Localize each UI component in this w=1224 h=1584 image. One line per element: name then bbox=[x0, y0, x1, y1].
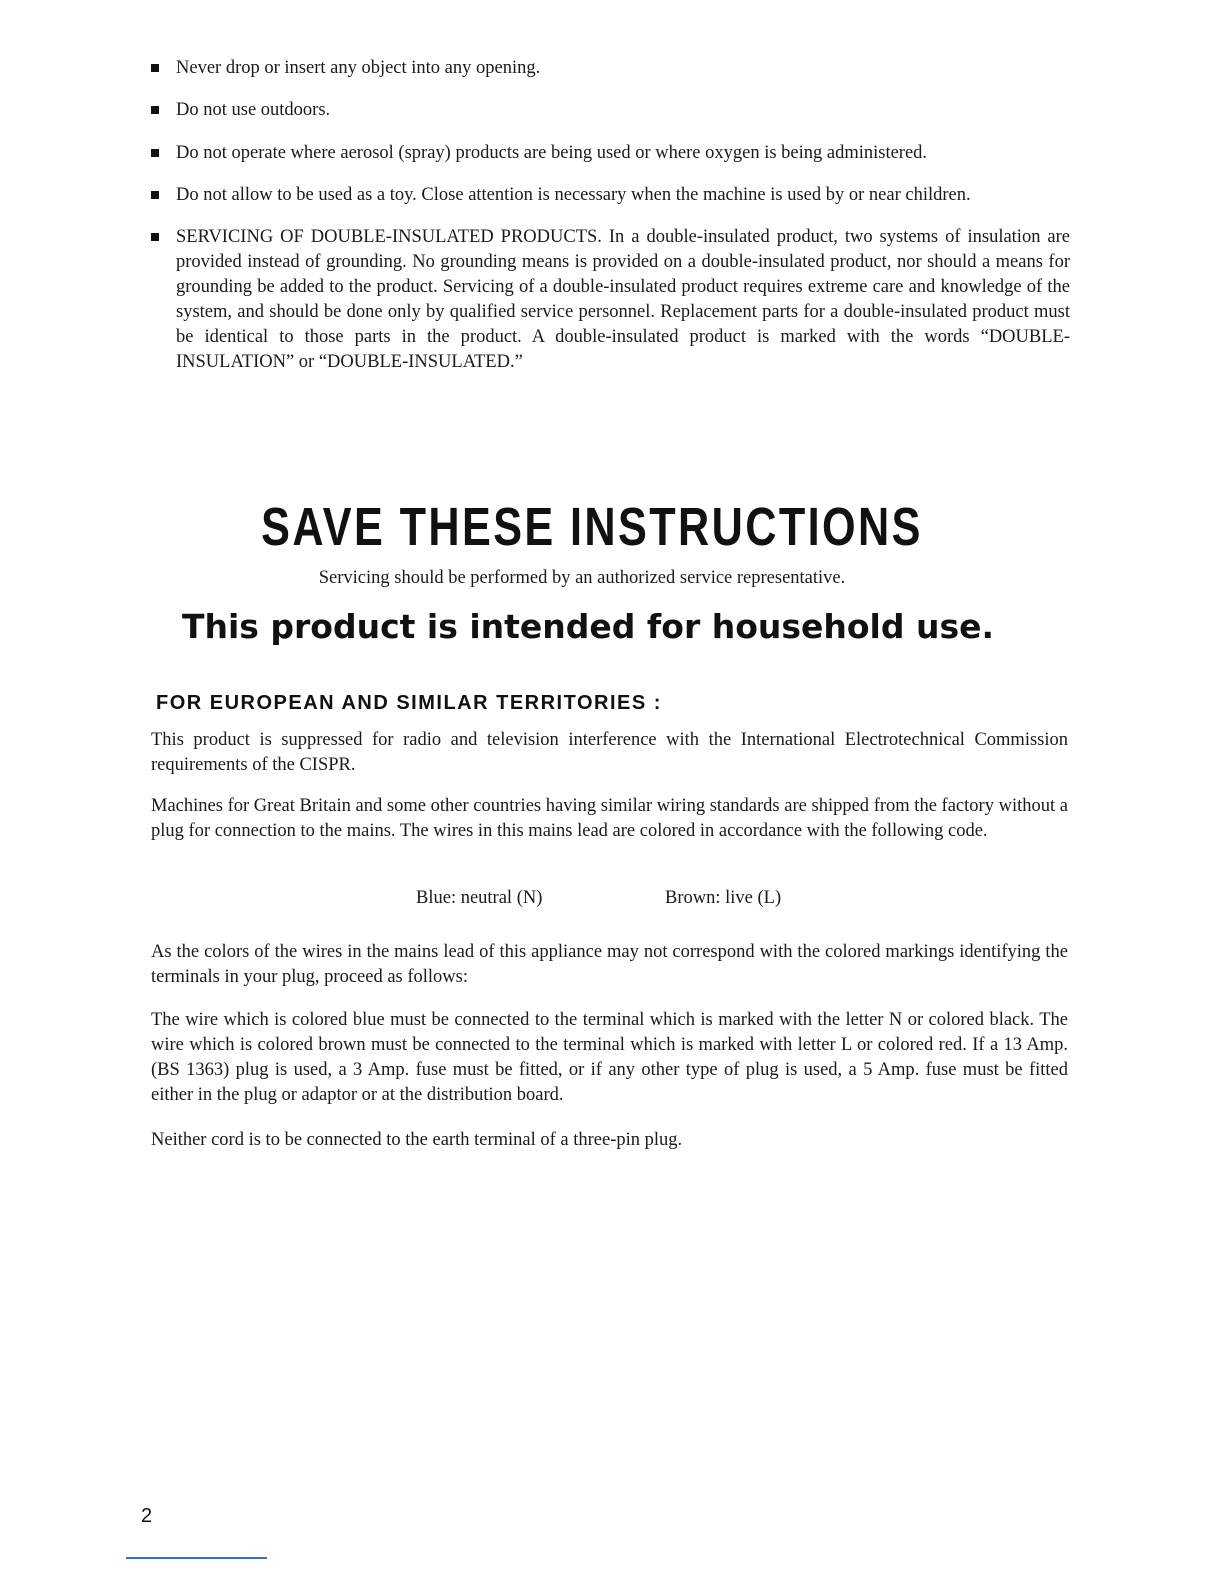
household-use-note: This product is intended for household use. bbox=[181, 607, 995, 646]
safety-bullet bbox=[150, 183, 1070, 208]
square-bullet-icon bbox=[151, 64, 159, 72]
wire-code-blue: Blue: neutral (N) bbox=[416, 888, 543, 908]
safety-bullet bbox=[150, 56, 1070, 81]
safety-bullet-text: SERVICING OF DOUBLE-INSULATED PRODUCTS. In a double-insulated product, two systems of insulation are provided instead of grounding. No grounding means is provided on a double-insulated product, nor should a means for grounding be added to the product. Servicing of a double-insulated product requires extreme care and knowledge of the system, and should be done only by qualified service personnel. Replacement parts for a double-insulated product must be identical to those parts in the product. A double-insulated product is marked with the words “DOUBLE-INSULATION” or “DOUBLE-INSULATED.” bbox=[176, 227, 1070, 372]
safety-bullet-text: Do not operate where aerosol (spray) products are being used or where oxygen is being administered. bbox=[176, 143, 928, 163]
wiring-standards-paragraph: Machines for Great Britain and some other countries having similar wiring standards are shipped from the factory without a plug for connection to the mains. The wires in this mains lead are colored in accordance with the following code. bbox=[151, 796, 1068, 841]
square-bullet-icon bbox=[151, 106, 159, 114]
safety-bullet bbox=[150, 98, 1070, 123]
safety-bullet-text: Do not allow to be used as a toy. Close attention is necessary when the machine is used by or near children. bbox=[176, 185, 971, 205]
square-bullet-icon bbox=[151, 149, 159, 157]
servicing-note: Servicing should be performed by an authorized service representative. bbox=[318, 568, 846, 588]
square-bullet-icon bbox=[151, 233, 159, 241]
earth-terminal-paragraph: Neither cord is to be connected to the earth terminal of a three-pin plug. bbox=[151, 1130, 683, 1150]
wiring-instructions-paragraph: The wire which is colored blue must be connected to the terminal which is marked with the letter N or colored black. The wire which is colored brown must be connected to the terminal which is marked with letter L or colored red. If a 13 Amp. (BS 1363) plug is used, a 3 Amp. fuse must be fitted, or if any other type of plug is used, a 5 Amp. fuse must be fitted either in the plug or adaptor or at the distribution board. bbox=[151, 1010, 1068, 1105]
suppression-paragraph: This product is suppressed for radio and television interference with the International Electrotechnical Commission requirements of the CISPR. bbox=[151, 730, 1068, 775]
page-divider bbox=[126, 1557, 267, 1559]
safety-bullet-text: Never drop or insert any object into any opening. bbox=[176, 58, 541, 78]
safety-bullet bbox=[150, 225, 1070, 375]
safety-bullet-text: Do not use outdoors. bbox=[176, 100, 331, 120]
safety-bullet-list bbox=[150, 56, 1070, 375]
wire-colors-paragraph: As the colors of the wires in the mains lead of this appliance may not correspond with the colored markings identifying the terminals in your plug, proceed as follows: bbox=[151, 942, 1068, 987]
safety-bullet bbox=[150, 141, 1070, 166]
save-instructions-title: SAVE THESE INSTRUCTIONS bbox=[261, 497, 923, 557]
page-number: 2 bbox=[141, 1505, 153, 1527]
wire-code-brown: Brown: live (L) bbox=[665, 888, 782, 908]
square-bullet-icon bbox=[151, 191, 159, 199]
european-section-heading: FOR EUROPEAN AND SIMILAR TERRITORIES : bbox=[156, 692, 662, 714]
